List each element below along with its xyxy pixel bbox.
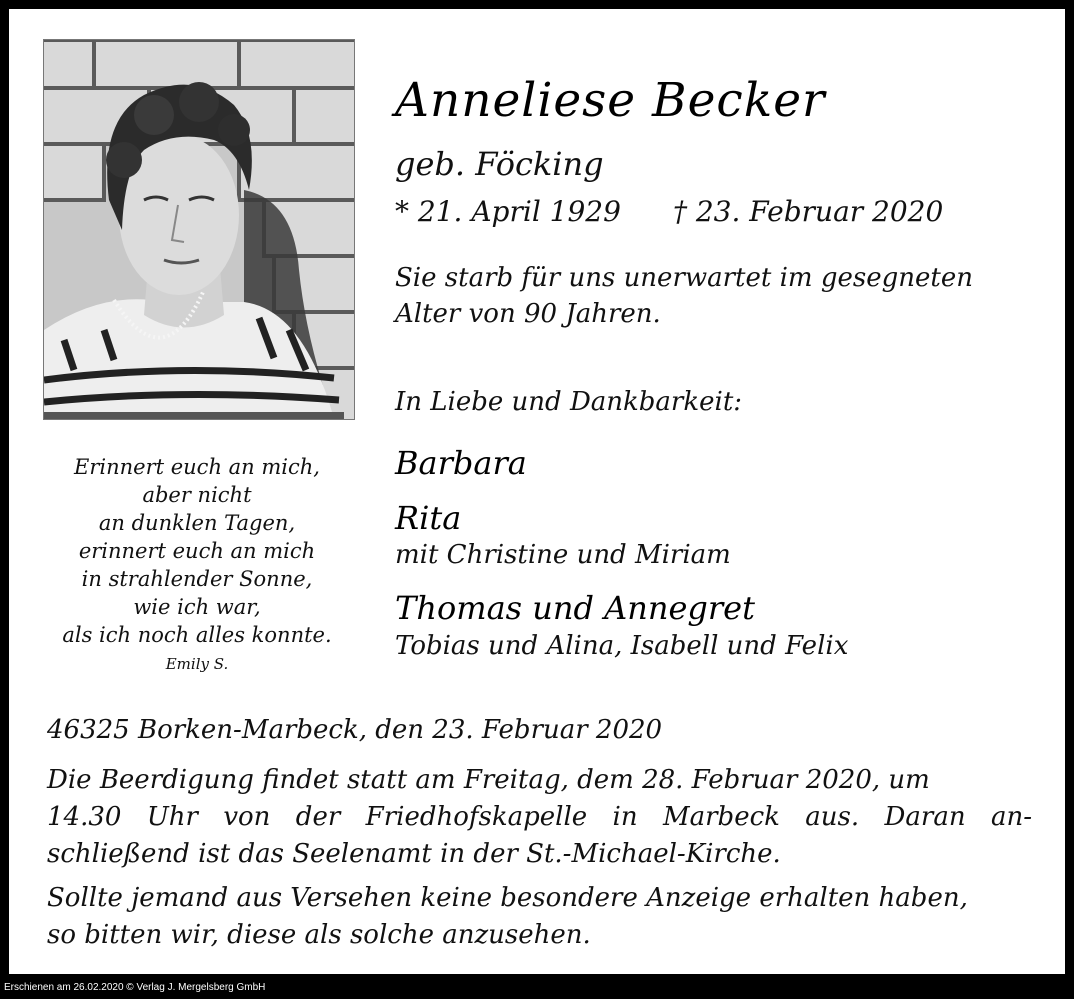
obituary-card [9,9,1065,974]
family-rita: Rita [395,499,462,537]
memorial-poem [45,453,349,677]
poem-line: erinnert euch an mich [78,539,316,563]
poem-line: Erinnert euch an mich, [74,455,320,479]
intro-line: Alter von 90 Jahren. [395,299,661,329]
birth-date: * 21. April 1929 [395,195,621,228]
poem-line: wie ich war, [133,595,261,619]
funeral-line: 14.30 Uhr von der Friedhofskapelle in Marbeck aus. Daran an- [47,802,1032,832]
portrait-photo [43,39,355,420]
closing-line: Sollte jemand aus Versehen keine besondere Anzeige erhalten haben, [47,883,968,913]
portrait-image [44,40,354,419]
maiden-name: geb. Föcking [395,145,604,183]
gratitude-line: In Liebe und Dankbarkeit: [395,387,743,417]
funeral-line: schließend ist das Seelenamt in der St.-Michael-Kirche. [47,839,781,869]
poem-line: als ich noch alles konnte. [62,623,332,647]
poem-line: in strahlender Sonne, [81,567,313,591]
poem-author: Emily S. [165,655,229,673]
deceased-name: Anneliese Becker [395,73,826,128]
family-thomas: Thomas und Annegret [395,589,755,627]
funeral-line: Die Beerdigung findet statt am Freitag, dem 28. Februar 2020, um [47,765,930,795]
family-thomas-sub: Tobias und Alina, Isabell und Felix [395,631,849,661]
intro-line: Sie starb für uns unerwartet im gesegneten [395,263,973,293]
closing-notice [47,880,1032,954]
poem-line: an dunklen Tagen, [98,511,296,535]
death-date: † 23. Februar 2020 [672,195,944,228]
life-dates [395,195,943,228]
place-date: 46325 Borken-Marbeck, den 23. Februar 2020 [47,715,663,745]
closing-line: so bitten wir, diese als solche anzusehen. [47,920,591,950]
family-barbara: Barbara [395,444,527,482]
family-rita-sub: mit Christine und Miriam [395,540,731,570]
intro-text [395,260,973,332]
publication-footer: Erschienen am 26.02.2020 © Verlag J. Mergelsberg GmbH [4,982,266,993]
funeral-notice [47,762,1032,873]
poem-line: aber nicht [142,483,252,507]
